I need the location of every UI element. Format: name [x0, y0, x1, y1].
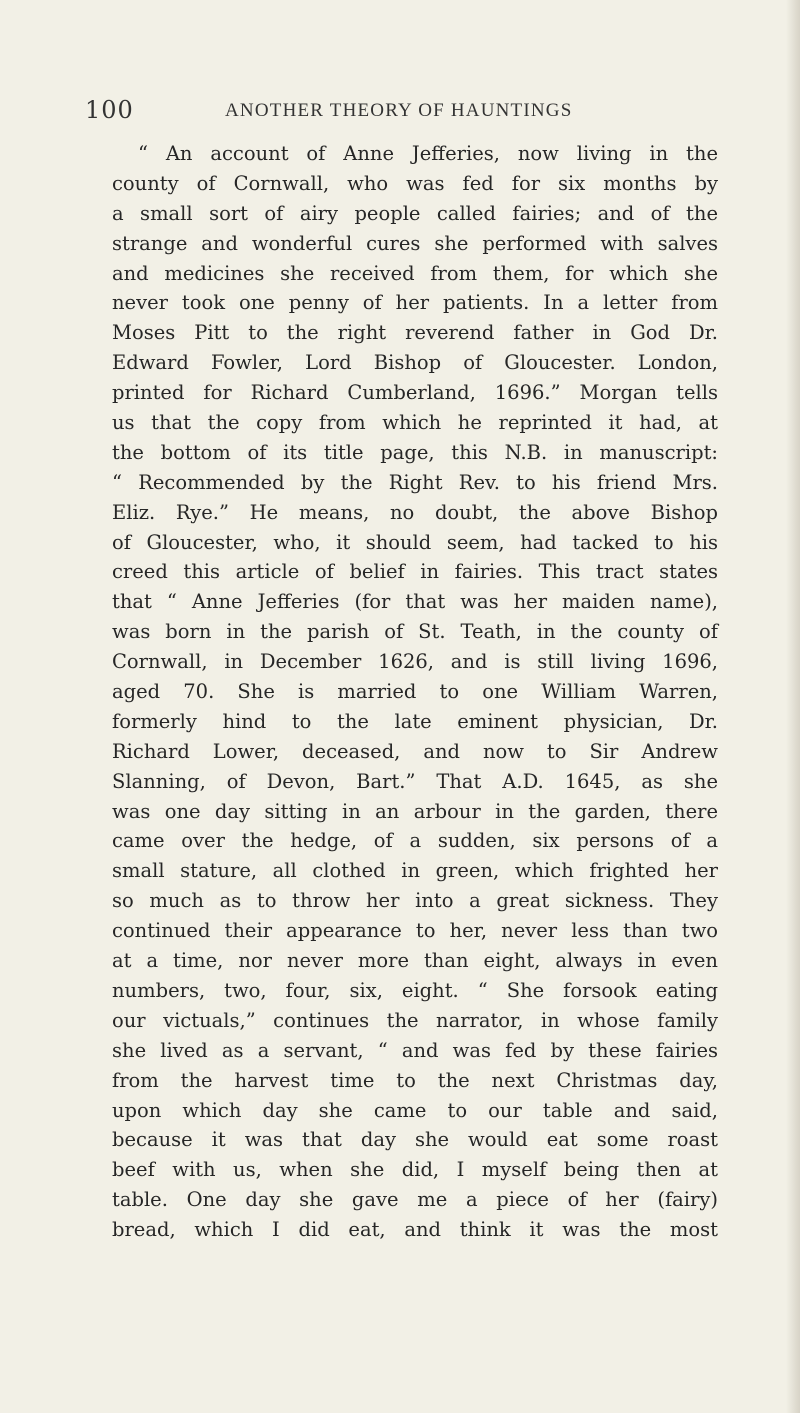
text-line: our victuals,” continues the narrator, in whose family	[112, 1008, 718, 1032]
text-line: from the harvest time to the next Christmas day,	[112, 1068, 718, 1092]
text-line: “ Recommended by the Right Rev. to his friend Mrs.	[112, 470, 718, 494]
text-line: formerly hind to the late eminent physician, Dr.	[112, 709, 718, 733]
text-line: continued their appearance to her, never less than two	[112, 919, 718, 943]
text-line: “ An account of Anne Jefferies, now living in the	[138, 142, 718, 165]
text-line: that “ Anne Jefferies (for that was her maiden name),	[112, 590, 718, 614]
text-line: at a time, nor never more than eight, always in even	[112, 949, 718, 973]
text-line: small stature, all clothed in green, which frighted her	[112, 859, 718, 883]
text-line: Eliz. Rye.” He means, no doubt, the above Bishop	[112, 500, 718, 524]
text-line: Cornwall, in December 1626, and is still living 1696,	[112, 650, 718, 674]
text-line: table. One day she gave me a piece of her (fairy)	[112, 1188, 718, 1212]
text-line: because it was that day she would eat some roast	[112, 1128, 718, 1152]
text-line: never took one penny of her patients. In a letter from	[112, 291, 718, 315]
page-number: 100	[85, 96, 134, 124]
body-paragraph	[112, 139, 718, 1245]
text-line: was born in the parish of St. Teath, in the county of	[112, 620, 718, 644]
text-line: county of Cornwall, who was fed for six months by	[112, 171, 718, 195]
text-line: Edward Fowler, Lord Bishop of Gloucester. London,	[112, 351, 718, 375]
text-line: creed this article of belief in fairies. This tract states	[112, 560, 718, 584]
text-line: and medicines she received from them, for which she	[112, 261, 718, 285]
text-line: the bottom of its title page, this N.B. in manuscript:	[112, 440, 718, 464]
text-line: us that the copy from which he reprinted it had, at	[112, 411, 718, 435]
text-line: Richard Lower, deceased, and now to Sir Andrew	[112, 739, 718, 763]
text-line: beef with us, when she did, I myself being then at	[112, 1158, 718, 1182]
text-line: a small sort of airy people called fairies; and of the	[112, 201, 718, 225]
running-head	[85, 96, 685, 128]
text-line: of Gloucester, who, it should seem, had tacked to his	[112, 530, 718, 554]
text-line: aged 70. She is married to one William Warren,	[112, 680, 718, 704]
text-line: bread, which I did eat, and think it was the most	[112, 1218, 718, 1242]
text-line: strange and wonderful cures she performed with salves	[112, 231, 718, 255]
text-line: so much as to throw her into a great sickness. They	[112, 889, 718, 913]
text-line: printed for Richard Cumberland, 1696.” Morgan tells	[112, 381, 718, 405]
text-line: was one day sitting in an arbour in the garden, there	[112, 799, 718, 823]
text-line: Slanning, of Devon, Bart.” That A.D. 1645, as she	[112, 769, 718, 793]
text-line: she lived as a servant, “ and was fed by these fairies	[112, 1038, 718, 1062]
text-line: came over the hedge, of a sudden, six persons of a	[112, 829, 718, 853]
running-head-title: ANOTHER THEORY OF HAUNTINGS	[225, 100, 573, 121]
text-line: numbers, two, four, six, eight. “ She forsook eating	[112, 978, 718, 1002]
page-edge-shadow	[786, 0, 800, 1413]
text-line: upon which day she came to our table and said,	[112, 1098, 718, 1122]
text-line: Moses Pitt to the right reverend father in God Dr.	[112, 321, 718, 345]
